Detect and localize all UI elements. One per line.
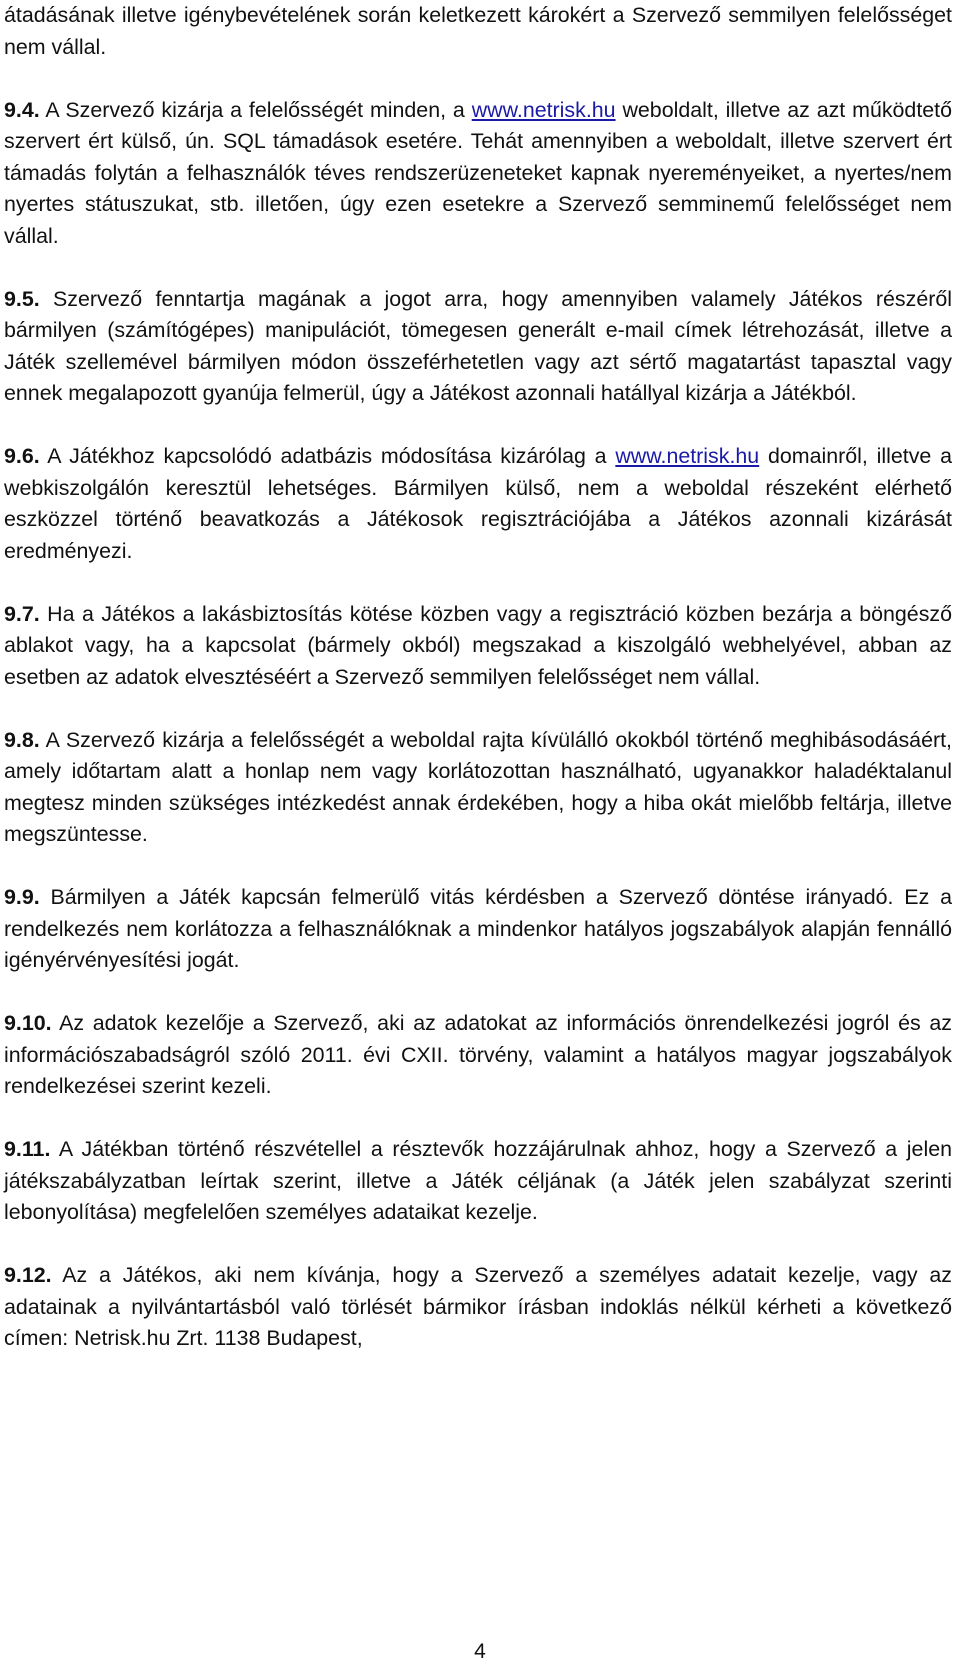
paragraph-text: A Játékhoz kapcsolódó adatbázis módosítása kizárólag a — [39, 444, 616, 468]
paragraph-text: Ha a Játékos a lakásbiztosítás kötése közben vagy a regisztráció közben bezárja a böngésző ablakot vagy, ha a kapcsolat (bármely okból) megszakad a kiszolgáló webhelyével, abban az esetben az adatok elvesztéséért a Szervező semmilyen felelősséget nem vállal. — [4, 601, 952, 689]
paragraph-number: 9.6. — [4, 444, 40, 468]
paragraph-9-9 — [4, 882, 952, 977]
paragraph-text: Az adatok kezelője a Szervező, aki az adatokat az információs önrendelkezési jogról és az információszabadságról szóló 2011. évi CXII. törvény, valamint a hatályos magyar jogszabályok rendelkezései szerint kezeli. — [4, 1011, 952, 1098]
paragraph-number: 9.4. — [4, 97, 40, 122]
paragraph-text: A Játékban történő részvétellel a résztevők hozzájárulnak ahhoz, hogy a Szervező a jelen játékszabályzatban leírtak szerint, illetve a Játék céljának (a Játék jelen szabályzat szerinti lebonyolítása) megfelelően személyes adataikat kezelje. — [4, 1137, 952, 1224]
page-number: 4 — [474, 1640, 486, 1663]
paragraph-9-6 — [4, 441, 952, 567]
paragraph-number: 9.5. — [4, 286, 40, 311]
paragraph-9-12 — [4, 1260, 952, 1355]
paragraph-text: Az a Játékos, aki nem kívánja, hogy a Szervező a személyes adatait kezelje, vagy az adatainak a nyilvántartásból való törlését bármikor írásban indoklás nélkül kérheti a következő címen: Netrisk.hu Zrt. 1138 Budapest, — [4, 1263, 952, 1350]
paragraph-9-5 — [4, 284, 952, 410]
paragraph-text: Bármilyen a Játék kapcsán felmerülő vitás kérdésben a Szervező döntése irányadó. Ez a rendelkezés nem korlátozza a felhasználóknak a mindenkor hatályos jogszabályok alapján fennálló igényérvényesítési jogát. — [4, 885, 952, 972]
paragraph-9-8 — [4, 725, 952, 851]
netrisk-link[interactable]: www.netrisk.hu — [615, 444, 760, 468]
paragraph-number: 9.11. — [4, 1137, 51, 1161]
paragraph-9-7 — [4, 599, 952, 694]
paragraph-number: 9.7. — [4, 601, 40, 626]
paragraph-9-4 — [4, 95, 952, 253]
document-page — [4, 0, 952, 1355]
paragraph-number: 9.10. — [4, 1011, 52, 1035]
paragraph-text: Szervező fenntartja magának a jogot arra, hogy amennyiben valamely Játékos részéről bármilyen (számítógépes) manipulációt, tömegesen generált e-mail címek létrehozását, illetve a Játék szellemével bármilyen módon összeférhetetlen vagy azt sértő magatartást tapasztal vagy ennek megalapozott gyanúja felmerül, úgy a Játékost azonnali hatállyal kizárja a Játékból. — [4, 286, 952, 405]
paragraph-number: 9.8. — [4, 727, 40, 752]
paragraph-text: átadásának illetve igénybevételének során keletkezett károkért a Szervező semmilyen felelősséget nem vállal. — [4, 3, 952, 59]
paragraph-number: 9.9. — [4, 885, 40, 909]
paragraph-text: A Szervező kizárja a felelősségét minden, a — [39, 97, 472, 122]
paragraph-continuation — [4, 0, 952, 63]
paragraph-number: 9.12. — [4, 1263, 52, 1287]
paragraph-text: domainről, illetve a webkiszolgálón keresztül lehetséges. Bármilyen külső, nem a weboldal részeként elérhető eszközzel történő beavatkozás a Játékosok regisztrációjába a Játékos azonnali kizárását eredményezi. — [4, 444, 952, 563]
paragraph-9-11 — [4, 1134, 952, 1229]
paragraph-9-10 — [4, 1008, 952, 1103]
netrisk-link[interactable]: www.netrisk.hu — [471, 97, 616, 122]
paragraph-text: weboldalt, illetve az azt működtető szervert ért külső, ún. SQL támadások esetére. Tehát amennyiben a weboldalt, illetve szervert ért támadás folytán a felhasználók téves rendszerüzeneteket kapnak nyereményeiket, a nyertes/nem nyertes státuszukat, stb. illetően, úgy ezen esetekre a Szervező semminemű felelősséget nem vállal. — [4, 97, 953, 248]
paragraph-text: A Szervező kizárja a felelősségét a weboldal rajta kívülálló okokból történő meghibásodásáért, amely időtartam alatt a honlap nem vagy korlátozottan használható, ugyanakkor haladéktalanul megtesz minden szükséges intézkedést annak érdekében, hogy a hiba okát mielőbb feltárja, illetve megszüntesse. — [4, 727, 952, 846]
